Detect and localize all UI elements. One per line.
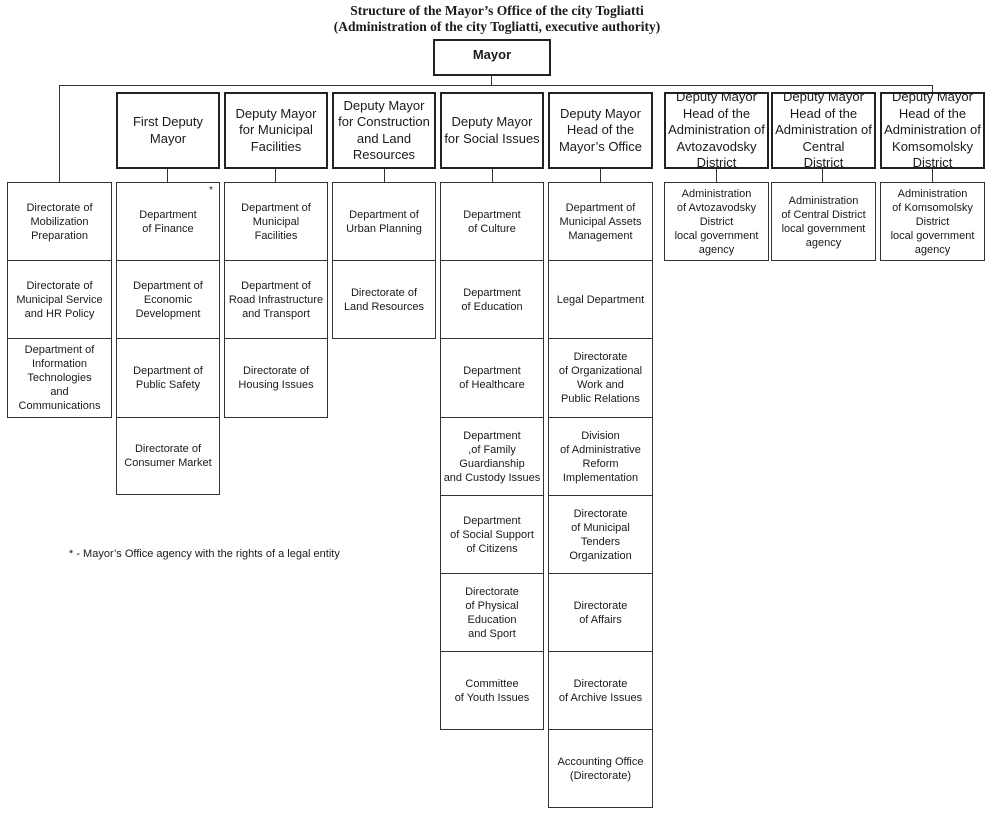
it-communications-department-box: Department of Information Technologies and Communications — [7, 338, 112, 418]
economic-development-department-box: Department of Economic Development — [116, 260, 220, 339]
chart-title-line-2: (Administration of the city Togliatti, executive authority) — [333, 19, 661, 34]
deputy-mayor-central-box: Deputy Mayor Head of the Administration of Central District — [771, 92, 876, 169]
legal-entity-asterisk: * — [209, 185, 213, 196]
education-department-box: Department of Education — [440, 260, 544, 339]
physical-education-sport-directorate-box: Directorate of Physical Education and Sport — [440, 573, 544, 652]
accounting-office-box: Accounting Office (Directorate) — [548, 729, 653, 808]
culture-department-box: Department of Culture — [440, 182, 544, 261]
deputy-mayor-komsomolsky-box: Deputy Mayor Head of the Administration of Komsomolsky District — [880, 92, 985, 169]
column-0-connector — [59, 85, 60, 182]
social-support-department-box: Department of Social Support of Citizens — [440, 495, 544, 574]
urban-planning-department-box: Department of Urban Planning — [332, 182, 436, 261]
legal-department-box: Legal Department — [548, 260, 653, 339]
municipal-service-hr-directorate-box: Directorate of Municipal Service and HR Policy — [7, 260, 112, 339]
footnote: * - Mayor’s Office agency with the rights of a legal entity — [69, 548, 340, 560]
deputy-mayor-avtozavodsky-box: Deputy Mayor Head of the Administration of Avtozavodsky District — [664, 92, 769, 169]
column-5-connector — [600, 168, 601, 182]
deputy-mayor-social-issues-box: Deputy Mayor for Social Issues — [440, 92, 544, 169]
affairs-directorate-box: Directorate of Affairs — [548, 573, 653, 652]
column-1-connector — [167, 168, 168, 182]
central-administration-box: Administration of Central District local government agency — [771, 182, 876, 261]
municipal-facilities-department-box: Department of Municipal Facilities — [224, 182, 328, 261]
housing-issues-directorate-box: Directorate of Housing Issues — [224, 338, 328, 418]
column-2-connector — [275, 168, 276, 182]
avtozavodsky-administration-box: Administration of Avtozavodsky District local government agency — [664, 182, 769, 261]
deputy-mayor-head-of-office-box: Deputy Mayor Head of the Mayor’s Office — [548, 92, 653, 169]
chart-title-line-1: Structure of the Mayor’s Office of the city Togliatti — [350, 3, 644, 18]
consumer-market-directorate-box: Directorate of Consumer Market — [116, 417, 220, 495]
first-deputy-mayor-box: First Deputy Mayor — [116, 92, 220, 169]
finance-department-box: Department of Finance — [116, 182, 220, 261]
archive-issues-directorate-box: Directorate of Archive Issues — [548, 651, 653, 730]
municipal-tenders-directorate-box: Directorate of Municipal Tenders Organization — [548, 495, 653, 574]
komsomolsky-administration-box: Administration of Komsomolsky District local government agency — [880, 182, 985, 261]
land-resources-directorate-box: Directorate of Land Resources — [332, 260, 436, 339]
deputy-mayor-municipal-facilities-box: Deputy Mayor for Municipal Facilities — [224, 92, 328, 169]
healthcare-department-box: Department of Healthcare — [440, 338, 544, 418]
administrative-reform-division-box: Division of Administrative Reform Implementation — [548, 417, 653, 496]
mayor-box: Mayor — [433, 39, 551, 76]
column-3-connector — [384, 168, 385, 182]
municipal-assets-department-box: Department of Municipal Assets Management — [548, 182, 653, 261]
organizational-work-directorate-box: Directorate of Organizational Work and Public Relations — [548, 338, 653, 418]
family-guardianship-department-box: Department ,of Family Guardianship and Custody Issues — [440, 417, 544, 496]
main-horizontal-connector — [59, 85, 933, 86]
mayor-connector — [491, 75, 492, 85]
mobilization-directorate-box: Directorate of Mobilization Preparation — [7, 182, 112, 261]
youth-issues-committee-box: Committee of Youth Issues — [440, 651, 544, 730]
public-safety-department-box: Department of Public Safety — [116, 338, 220, 418]
road-infrastructure-department-box: Department of Road Infrastructure and Transport — [224, 260, 328, 339]
deputy-mayor-construction-box: Deputy Mayor for Construction and Land Resources — [332, 92, 436, 169]
column-4-connector — [492, 168, 493, 182]
